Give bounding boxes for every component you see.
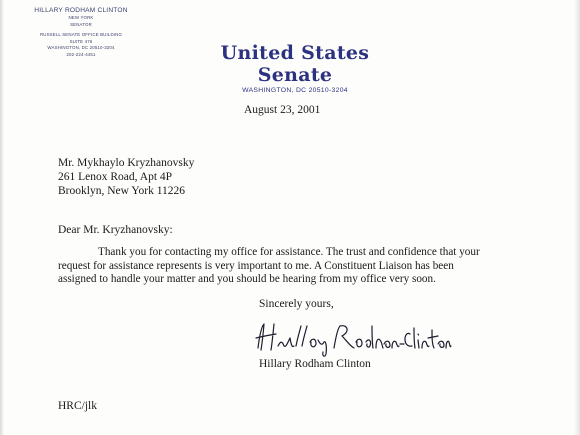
letter-date: August 23, 2001 xyxy=(244,104,321,116)
letterhead-phone: 202-224-4451 xyxy=(66,51,96,57)
salutation: Dear Mr. Kryzhanovsky: xyxy=(58,224,173,236)
senate-header xyxy=(206,42,384,94)
recipient-line-2: 261 Lenox Road, Apt 4P xyxy=(58,171,173,183)
body-line-1: Thank you for contacting my office for assistance. The trust and confidence that your xyxy=(98,246,480,258)
body-line-3: assigned to handle your matter and you should be hearing from my office very soon. xyxy=(58,273,436,286)
handwritten-signature xyxy=(252,318,452,363)
senate-title: United States Senate xyxy=(220,42,370,86)
letterhead-name: HILLARY RODHAM CLINTON xyxy=(34,7,128,14)
reference-initials: HRC/jlk xyxy=(58,400,97,412)
signature-scribble xyxy=(252,318,452,358)
letterhead-role: SENATOR xyxy=(70,21,92,27)
typed-signature-name: Hillary Rodham Clinton xyxy=(259,358,371,370)
page-edge-shadow-right xyxy=(574,0,580,435)
recipient-line-3: Brooklyn, New York 11226 xyxy=(58,185,186,197)
senator-letterhead xyxy=(6,6,156,59)
senate-location: WASHINGTON, DC 20510-3204 xyxy=(242,87,348,94)
letter-body xyxy=(58,246,548,287)
page-edge-shadow-left xyxy=(0,0,4,435)
letterhead-address-2: SUITE 476 xyxy=(69,38,93,44)
letterhead-address-1: RUSSELL SENATE OFFICE BUILDING xyxy=(39,32,123,38)
letterhead-state: NEW YORK xyxy=(68,15,94,20)
body-line-2: request for assistance represents is very important to me. A Constituent Liaison has been xyxy=(58,259,454,272)
recipient-line-1: Mr. Mykhaylo Kryzhanovsky xyxy=(58,157,195,169)
letterhead-address-3: WASHINGTON, DC 20510-3204 xyxy=(47,45,115,51)
recipient-address xyxy=(58,156,194,198)
closing: Sincerely yours, xyxy=(259,298,334,310)
